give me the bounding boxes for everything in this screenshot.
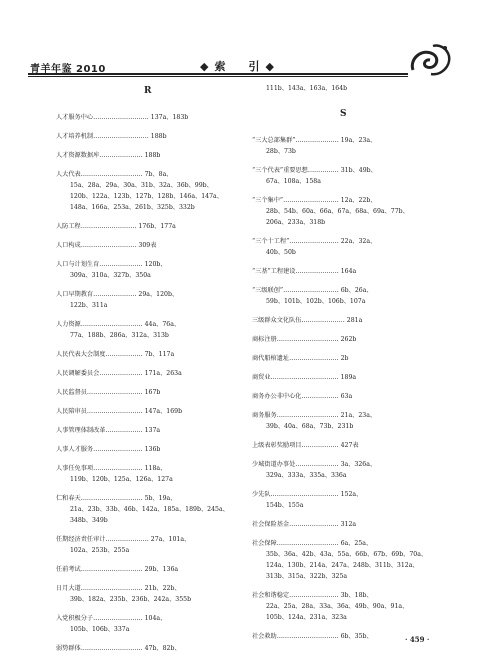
index-entry-head: 人才服务中心……………………… 137a、183b — [56, 114, 189, 121]
index-entry — [56, 534, 190, 556]
index-entry — [252, 195, 409, 228]
index-entry — [56, 131, 167, 142]
index-entry — [56, 319, 180, 341]
index-entry-pages: 40b、50b — [266, 249, 296, 256]
index-entry-head: 日月大道………………………… 21b、22b、 — [56, 585, 181, 592]
index-entry-head: 人才资源数据库………………… 188b — [56, 152, 161, 159]
index-entry-head: 商务服务………………………… 21a、23a、 — [252, 412, 377, 419]
index-entry-head: 少城街道办事处………………… 3a、326a、 — [252, 461, 377, 468]
swirl-logo-icon — [405, 40, 455, 80]
index-entry — [56, 112, 188, 123]
index-entry-head: 人民监督员……………………… 167b — [56, 389, 161, 396]
index-entry-pages: 309a、310a、327b、350a — [70, 272, 151, 279]
index-entry-pages: 154b、155a — [266, 502, 304, 509]
index-entry — [56, 613, 166, 635]
index-entry-head: 弱势群体………………………… 47b、82b、 — [56, 645, 181, 652]
index-entry — [252, 391, 352, 402]
index-entry — [252, 440, 359, 451]
index-entry-head: 少先队…………………………… 152a、 — [252, 491, 363, 498]
index-entry — [252, 631, 373, 642]
index-entry — [252, 236, 376, 258]
index-entry-head: 社会保障………………………… 6a、25a、 — [252, 540, 373, 547]
index-entry — [252, 353, 349, 364]
index-entry-pages: 105b、106b、337a — [70, 626, 130, 633]
index-entry — [56, 259, 167, 281]
index-entry-head: 入党积极分子…………………… 104a、 — [56, 615, 167, 622]
index-entry — [56, 221, 176, 232]
header-rule-thin — [28, 76, 408, 77]
index-entry — [56, 349, 174, 360]
index-entry-pages: 67a、108a、158a — [266, 178, 321, 185]
header-rule — [28, 73, 408, 75]
index-entry — [56, 169, 223, 213]
index-entry — [252, 266, 356, 277]
index-entry-pages: 39b、182a、235b、236b、242a、355b — [70, 596, 192, 603]
index-entry-head: 人力资源………………………… 44a、76a、 — [56, 321, 181, 328]
section-header-index: ◆索 引◆ — [200, 60, 280, 73]
index-entry — [56, 583, 191, 605]
index-entry-head: 社会救助………………………… 6b、35b、 — [252, 633, 373, 640]
index-entry-pages: 122b、311a — [70, 302, 108, 309]
index-entry-continuation: 111b、143a、163a、164b — [266, 85, 348, 92]
page-number: · 459 · — [405, 635, 430, 644]
index-entry-pages: 22a、25a、28a、33a、36a、49b、90a、91a、 — [266, 603, 409, 610]
index-entry-head: “三基”工程建设………………… 164a — [252, 268, 357, 275]
index-entry — [252, 372, 356, 383]
index-entry-head: 人防工程……………………… 176b、177a — [56, 223, 176, 230]
index-entry — [56, 289, 178, 311]
index-entry-pages: 120b、122a、123b、127b、128b、146a、147a、 — [70, 193, 223, 200]
index-entry — [252, 410, 376, 432]
index-entry — [56, 406, 182, 417]
index-entry-head: 人口与计划生育………………… 120b、 — [56, 261, 167, 268]
index-entry — [56, 493, 229, 526]
index-entry-head: 人才培养机制……………………… 188b — [56, 133, 167, 140]
index-entry-head: “三个代表”重要思想…………… 31b、49b、 — [252, 167, 377, 174]
index-entry — [56, 643, 181, 654]
index-entry-head: 任前考试………………………… 29b、136a — [56, 566, 179, 573]
index-entry — [56, 463, 173, 485]
index-entry-head: “三个集中”……………………… 12a、22b、 — [252, 197, 377, 204]
index-entry-head: 人大代表………………………… 7b、8a、 — [56, 171, 173, 178]
index-entry-head: 人口构成……………………… 309表 — [56, 242, 157, 249]
index-entry-head: 三级群众文化队伍………………… 281a — [252, 317, 363, 324]
index-entry-pages: 148a、166a、253a、261b、325b、332b — [70, 204, 195, 211]
index-letter-heading: S — [340, 109, 347, 119]
index-entry-pages: 39b、40a、68a、73b、231b — [266, 423, 354, 430]
index-entry — [252, 334, 356, 345]
index-entry-head: 任期经济责任审计………………… 27a、101a、 — [56, 536, 191, 543]
index-entry-pages: 15a、28a、29a、30a、31b、32a、36b、99b、 — [70, 182, 213, 189]
index-entry — [252, 165, 377, 187]
index-entry-head: 人事管理体制改革……………… 137a — [56, 427, 161, 434]
index-entry-head: 人民代表大会制度……………… 7b、117a — [56, 351, 175, 358]
index-entry — [56, 368, 182, 379]
index-entry-pages: 348b、349b — [70, 517, 108, 524]
index-entry — [56, 425, 160, 436]
index-entry-head: 人事人才服务…………………… 136b — [56, 446, 161, 453]
index-entry-pages: 124a、130b、214a、247a、248b、311b、312a、 — [266, 562, 419, 569]
index-entry-head: 人民调解委员会………………… 171a、263a — [56, 370, 182, 377]
index-entry-head: 人事任免事项…………………… 118a、 — [56, 465, 167, 472]
index-entry-head: 仁和春天………………………… 5b、19a、 — [56, 495, 177, 502]
index-entry — [252, 315, 362, 326]
index-entry-head: “三大总部集群”………………… 19a、23a、 — [252, 137, 377, 144]
index-entry — [252, 135, 376, 157]
index-entry-pages: 21a、23b、33b、46b、142a、185a、189b、245a、 — [70, 506, 229, 513]
index-entry-head: 商标注册………………………… 262b — [252, 336, 357, 343]
index-entry-pages: 105b、124a、231a、323a — [266, 614, 347, 621]
index-entry — [56, 444, 160, 455]
index-entry-pages: 59b、101b、102b、106b、107a — [266, 298, 366, 305]
index-entry-pages: 28b、54b、60a、66a、67a、68a、69a、77b、 — [266, 208, 409, 215]
index-entry-head: 社会保险基金…………………… 312a — [252, 521, 357, 528]
index-entry — [56, 150, 160, 161]
index-entry-head: 人民陪审员……………………… 147a、169b — [56, 408, 183, 415]
index-entry-head: 商务办公非中心化……………… 63a — [252, 393, 353, 400]
index-entry-head: 商贸业…………………………… 189a — [252, 374, 357, 381]
index-entry-head: “三级联创”……………………… 6b、26a、 — [252, 287, 373, 294]
index-entry-pages: 313b、315a、322b、325a — [266, 573, 348, 580]
index-entry — [252, 489, 362, 511]
index-entry — [252, 590, 408, 623]
index-entry-head: 社会和谐稳定…………………… 3b、18b、 — [252, 592, 373, 599]
index-entry — [252, 459, 376, 481]
index-entry-pages: 329a、333a、335a、336a — [266, 472, 347, 479]
index-entry-head: 人口早期教育………………… 29a、120b、 — [56, 291, 179, 298]
index-entry-head: 上级表彰奖励项目……………… 427表 — [252, 442, 359, 449]
index-entry-pages: 206a、233a、318b — [266, 219, 326, 226]
index-entry — [56, 240, 156, 251]
index-entry-pages: 102a、253b、255a — [70, 547, 130, 554]
index-letter-heading: R — [144, 86, 152, 96]
index-entry-pages: 119b、120b、125a、126a、127a — [70, 476, 173, 483]
index-entry-pages: 28b、73b — [266, 148, 296, 155]
index-entry — [56, 564, 178, 575]
index-entry — [56, 387, 160, 398]
index-entry-head: “三个十工程”…………………… 22a、32a、 — [252, 238, 377, 245]
index-entry — [252, 519, 356, 530]
index-entry-head: 商代船棺遗址…………………… 2b — [252, 355, 349, 362]
index-entry — [252, 538, 427, 582]
yearbook-title: 青羊年鉴 2010 — [30, 64, 106, 75]
index-entry — [252, 285, 373, 307]
index-entry-pages: 77a、188b、286a、312a、313b — [70, 332, 169, 339]
index-entry-pages: 35b、36a、42b、43a、55a、66b、67b、69b、70a、 — [266, 551, 428, 558]
